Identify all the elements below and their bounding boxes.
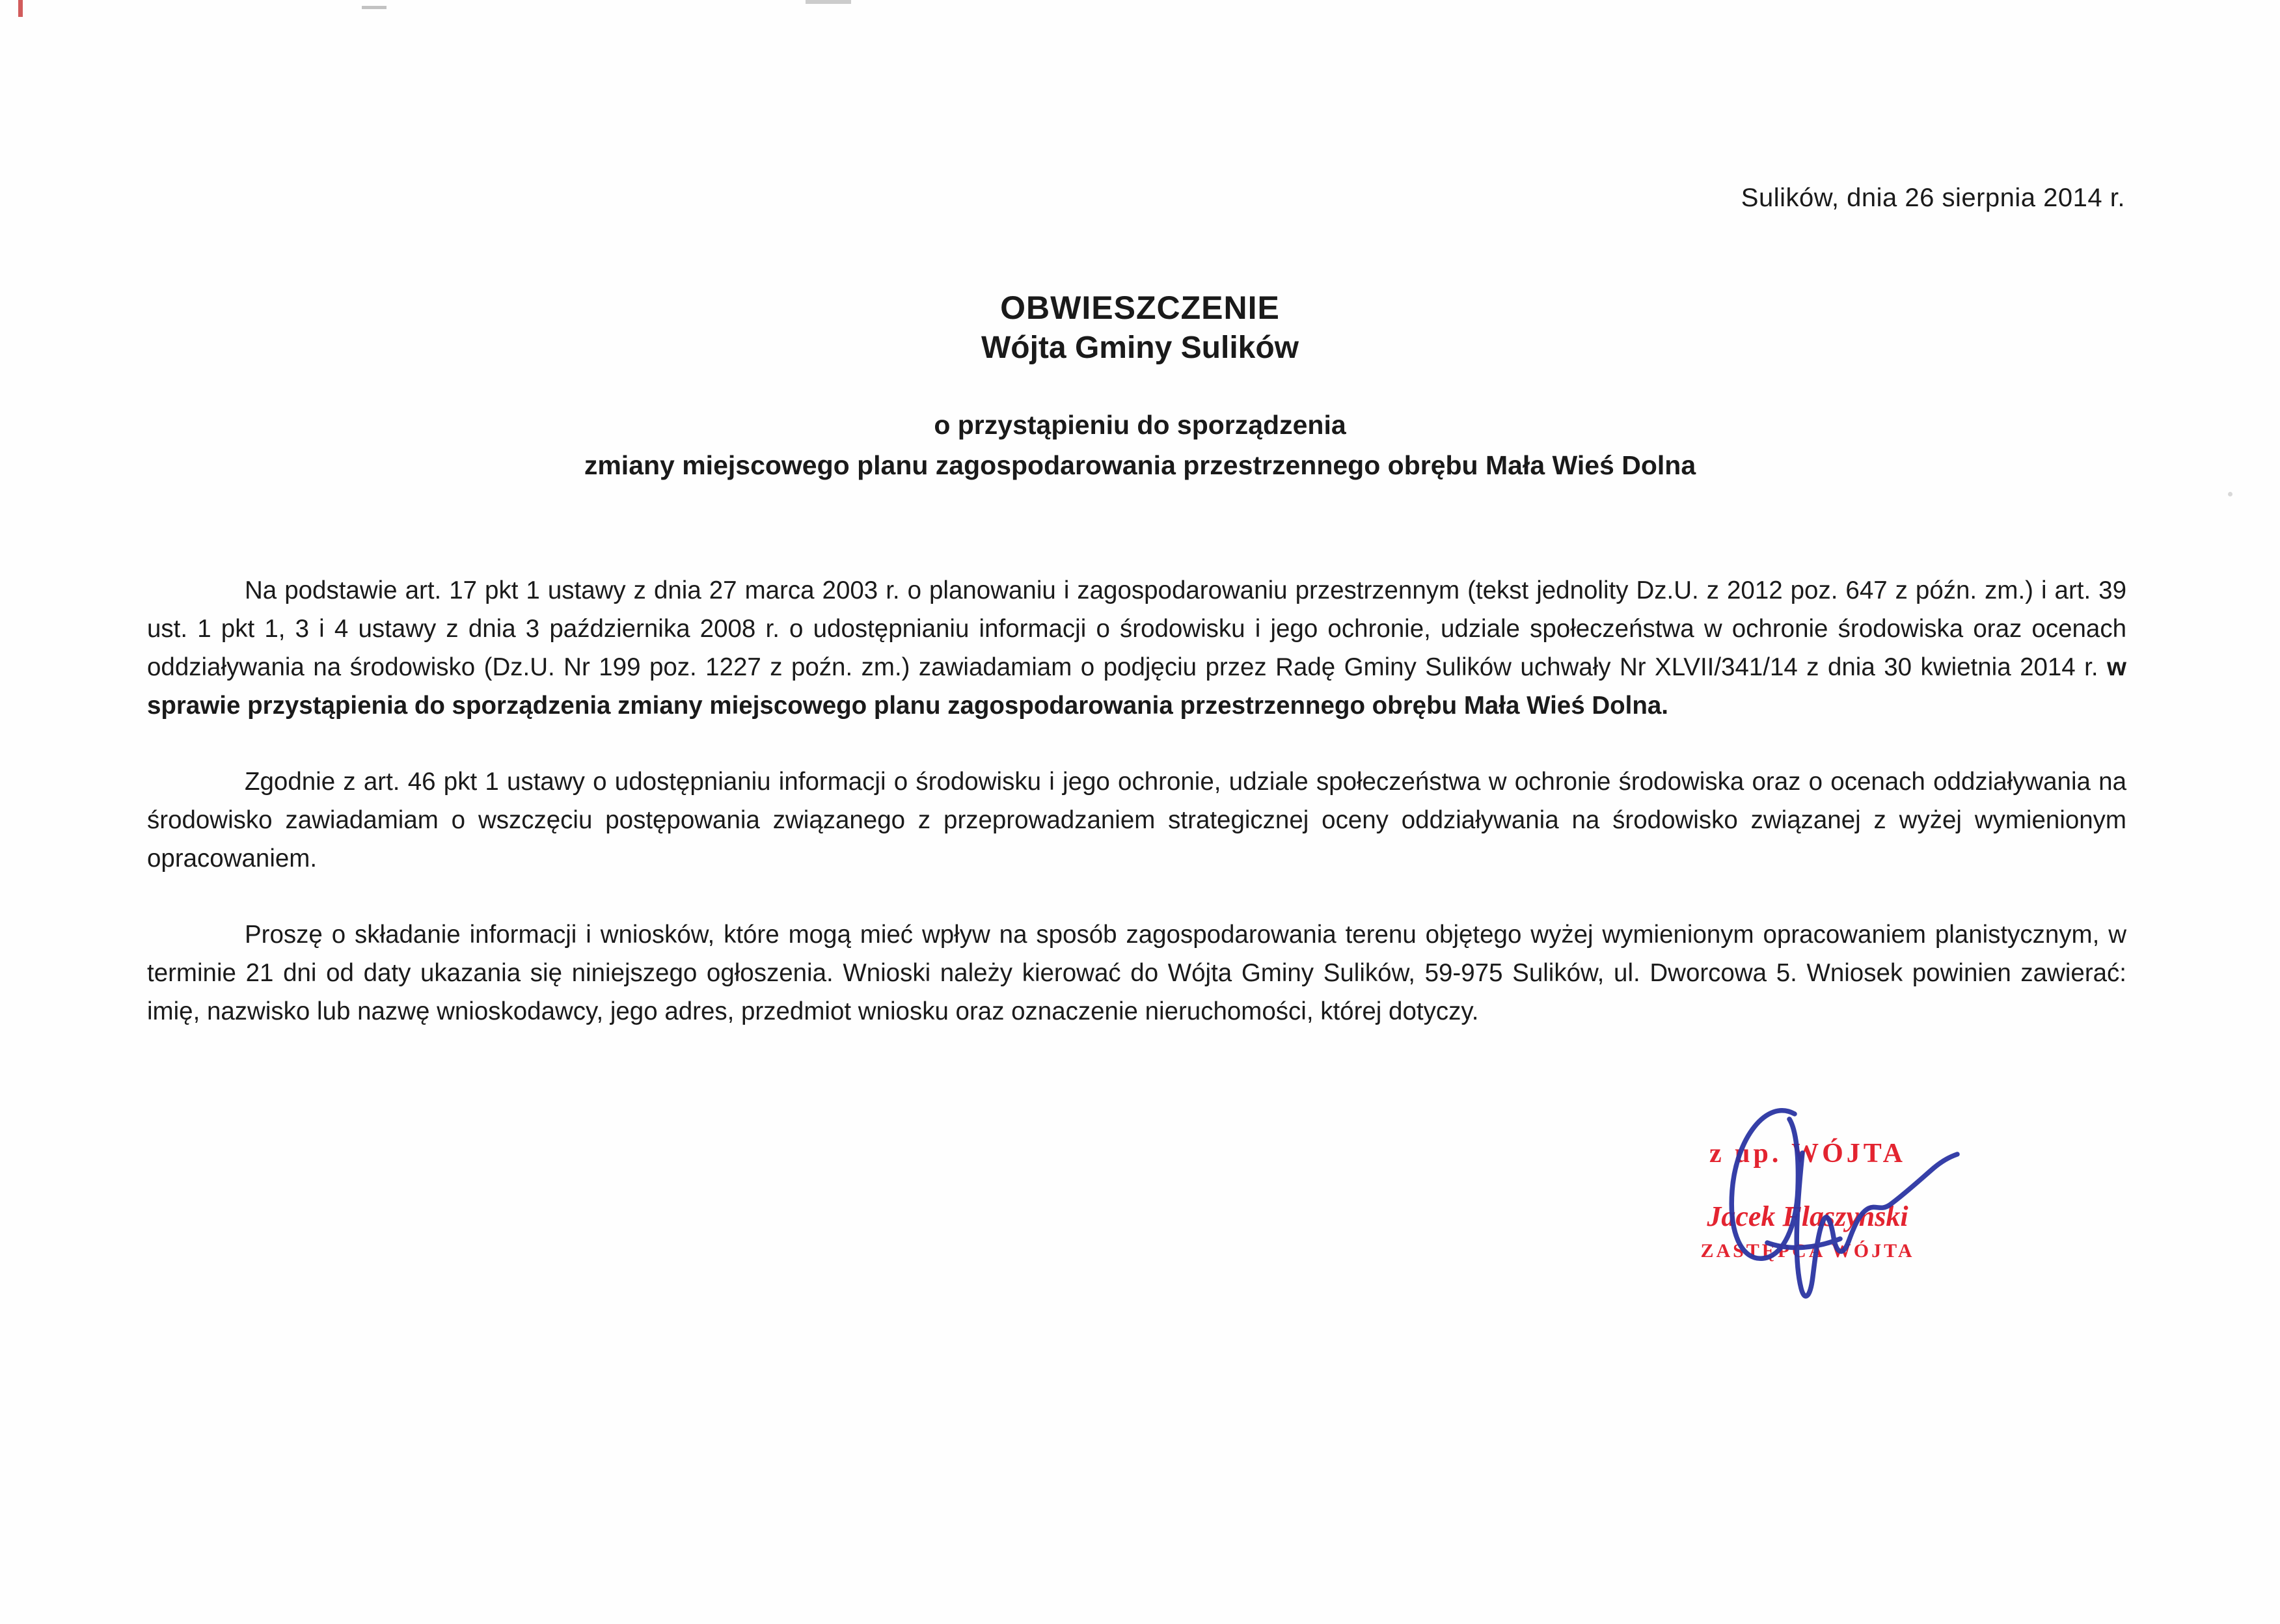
document-subtitle-block	[0, 405, 2280, 485]
paragraph-legal-basis-text: Na podstawie art. 17 pkt 1 ustawy z dnia 27 marca 2003 r. o planowaniu i zagospodarowaniu przestrzennym (tekst jednolity Dz.U. z 2012 poz. 647 z późn. zm.) i art. 39 ust. 1 pkt 1, 3 i 4 ustawy z dnia 3 października 2008 r. o udostępnianiu informacji o środowisku i jego ochronie, udziale społeczeństwa w ochronie środowiska oraz ocenach oddziaływania na środowisko (Dz.U. Nr 199 poz. 1227 z poźn. zm.) zawiadamiam o podjęciu przez Radę Gminy Sulików uchwały Nr XLVII/341/14 z dnia 30 kwietnia 2014 r.	[147, 576, 2126, 681]
document-title-block	[0, 288, 2280, 368]
document-subtitle-line2: zmiany miejscowego planu zagospodarowania przestrzennego obrębu Mała Wieś Dolna	[584, 450, 1696, 480]
paragraph-environmental-proceedings: Zgodnie z art. 46 pkt 1 ustawy o udostępnianiu informacji o środowisku i jego ochronie, udziale społeczeństwa w ochronie środowiska oraz o ocenach oddziaływania na środowisko zawiadamiam o wszczęciu postępowania związanego z przeprowadzaniem strategicznej oceny oddziaływania na środowisko związanej z wyżej wymienionym opracowaniem.	[147, 768, 2126, 873]
paragraph-legal-basis	[147, 571, 2126, 725]
document-title: OBWIESZCZENIE	[1000, 290, 1280, 326]
document-body	[147, 571, 2126, 1068]
stamp-signer-name: Jacek Flaszyński	[1707, 1200, 1908, 1232]
paragraph-legal-basis-bold-text: w sprawie przystąpienia do sporządzenia zmiany miejscowego planu zagospodarowania przestrzennego obrębu Mała Wieś Dolna.	[147, 653, 2126, 720]
official-stamp	[1690, 1140, 1925, 1261]
stamp-signer-position: ZASTĘPCA WÓJTA	[1700, 1240, 1915, 1262]
scan-artifact	[806, 0, 851, 4]
stamp-authorization-line: z up. WÓJTA	[1709, 1139, 1906, 1169]
scan-artifact	[18, 0, 23, 17]
scan-artifact	[2228, 492, 2232, 496]
document-subtitle-line1: o przystąpieniu do sporządzenia	[934, 410, 1346, 440]
paragraph-submission-instructions: Proszę o składanie informacji i wniosków, które mogą mieć wpływ na sposób zagospodarowania terenu objętego wyżej wymienionym opracowaniem planistycznym, w terminie 21 dni od daty ukazania się niniejszego ogłoszenia. Wnioski należy kierować do Wójta Gminy Sulików, 59-975 Sulików, ul. Dworcowa 5. Wniosek powinien zawierać: imię, nazwisko lub nazwę wnioskodawcy, jego adres, przedmiot wniosku oraz oznaczenie nieruchomości, której dotyczy.	[147, 921, 2126, 1025]
document-title-issuer: Wójta Gminy Sulików	[981, 331, 1299, 365]
scan-artifact	[362, 6, 387, 9]
document-dateline: Sulików, dnia 26 sierpnia 2014 r.	[1741, 183, 2125, 212]
